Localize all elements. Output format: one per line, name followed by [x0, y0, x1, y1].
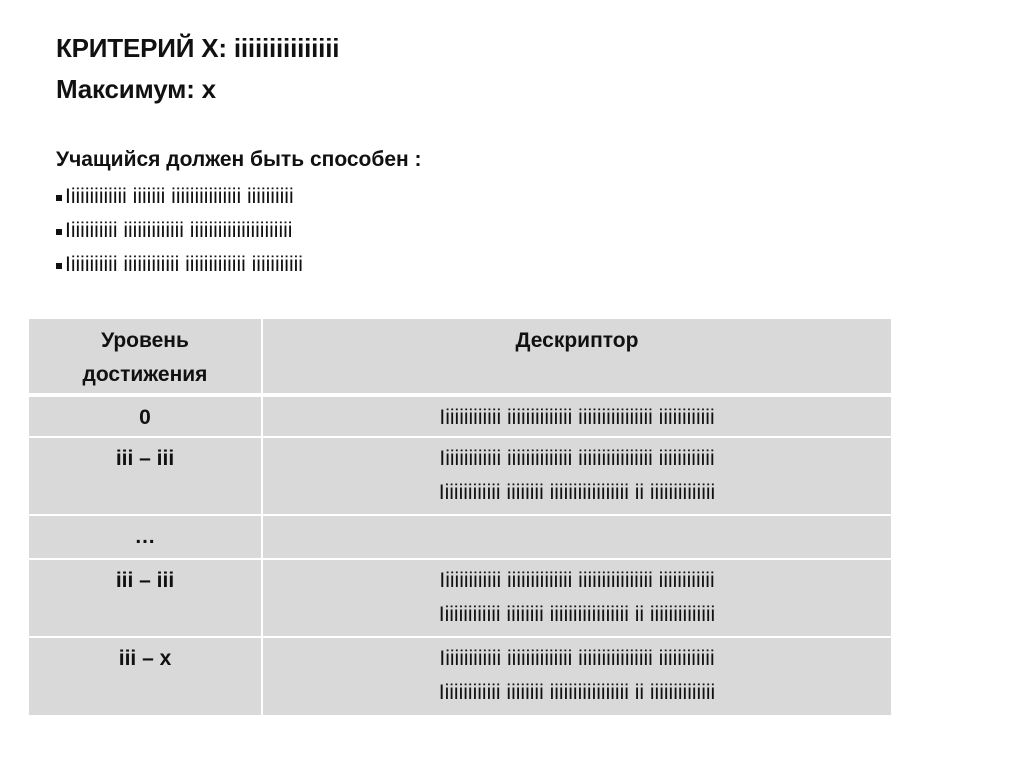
objective-item	[56, 214, 303, 248]
objective-text: Iiiiiiiiiii iiiiiiiiiiii iiiiiiiiiiiii iiiiiiiiiii	[65, 253, 303, 276]
descriptor-cell	[262, 637, 891, 715]
descriptor-cell	[262, 559, 891, 637]
level-cell: …	[29, 515, 262, 559]
table-row	[29, 637, 891, 715]
level-cell: iii – x	[29, 637, 262, 715]
descriptor-line: Iiiiiiiiiiiii iiiiiiiiiiiiii iiiiiiiiiiiiiiii iiiiiiiiiiii	[439, 569, 715, 592]
square-bullet-icon	[56, 263, 62, 269]
table-row	[29, 515, 891, 559]
level-cell: iii – iii	[29, 437, 262, 515]
descriptor-line: Iiiiiiiiiiiii iiiiiiii iiiiiiiiiiiiiiiii ii iiiiiiiiiiiiii	[438, 481, 716, 504]
maximum-score: Максимум: x	[56, 74, 216, 104]
table-row	[29, 437, 891, 515]
square-bullet-icon	[56, 229, 62, 235]
descriptor-line: Iiiiiiiiiiiii iiiiiiii iiiiiiiiiiiiiiiii ii iiiiiiiiiiiiii	[438, 681, 716, 704]
descriptor-line: Iiiiiiiiiiiii iiiiiiii iiiiiiiiiiiiiiiii ii iiiiiiiiiiiiii	[438, 603, 716, 626]
objective-text: Iiiiiiiiiii iiiiiiiiiiiii iiiiiiiiiiiiiiiiiiiiii	[65, 219, 293, 242]
level-cell: 0	[29, 395, 262, 437]
table-row	[29, 395, 891, 437]
descriptor-column-header: Дескриптор	[262, 319, 891, 395]
objective-item	[56, 180, 303, 214]
descriptor-line: Iiiiiiiiiiiii iiiiiiiiiiiiii iiiiiiiiiiiiiiii iiiiiiiiiiii	[439, 406, 715, 429]
descriptor-cell	[262, 515, 891, 559]
objectives-list	[56, 180, 303, 282]
descriptor-cell	[262, 395, 891, 437]
objective-text: Iiiiiiiiiiiii iiiiiii iiiiiiiiiiiiiii iiiiiiiiii	[65, 185, 294, 208]
level-column-header	[29, 319, 262, 395]
objective-item	[56, 248, 303, 282]
level-header-line: достижения	[82, 363, 208, 386]
level-header-line: Уровень	[101, 329, 189, 352]
table-row	[29, 559, 891, 637]
descriptor-cell	[262, 437, 891, 515]
level-cell: iii – iii	[29, 559, 262, 637]
descriptor-line: Iiiiiiiiiiiii iiiiiiiiiiiiii iiiiiiiiiiiiiiii iiiiiiiiiiii	[439, 647, 715, 670]
objectives-lead: Учащийся должен быть способен :	[56, 148, 422, 171]
criterion-title: КРИТЕРИЙ X: iiiiiiiiiiiiiii	[56, 33, 340, 63]
table-header-row	[29, 319, 891, 395]
descriptor-line: Iiiiiiiiiiiii iiiiiiiiiiiiii iiiiiiiiiiiiiiii iiiiiiiiiiii	[439, 447, 715, 470]
square-bullet-icon	[56, 195, 62, 201]
assessment-rubric-table	[29, 319, 891, 715]
